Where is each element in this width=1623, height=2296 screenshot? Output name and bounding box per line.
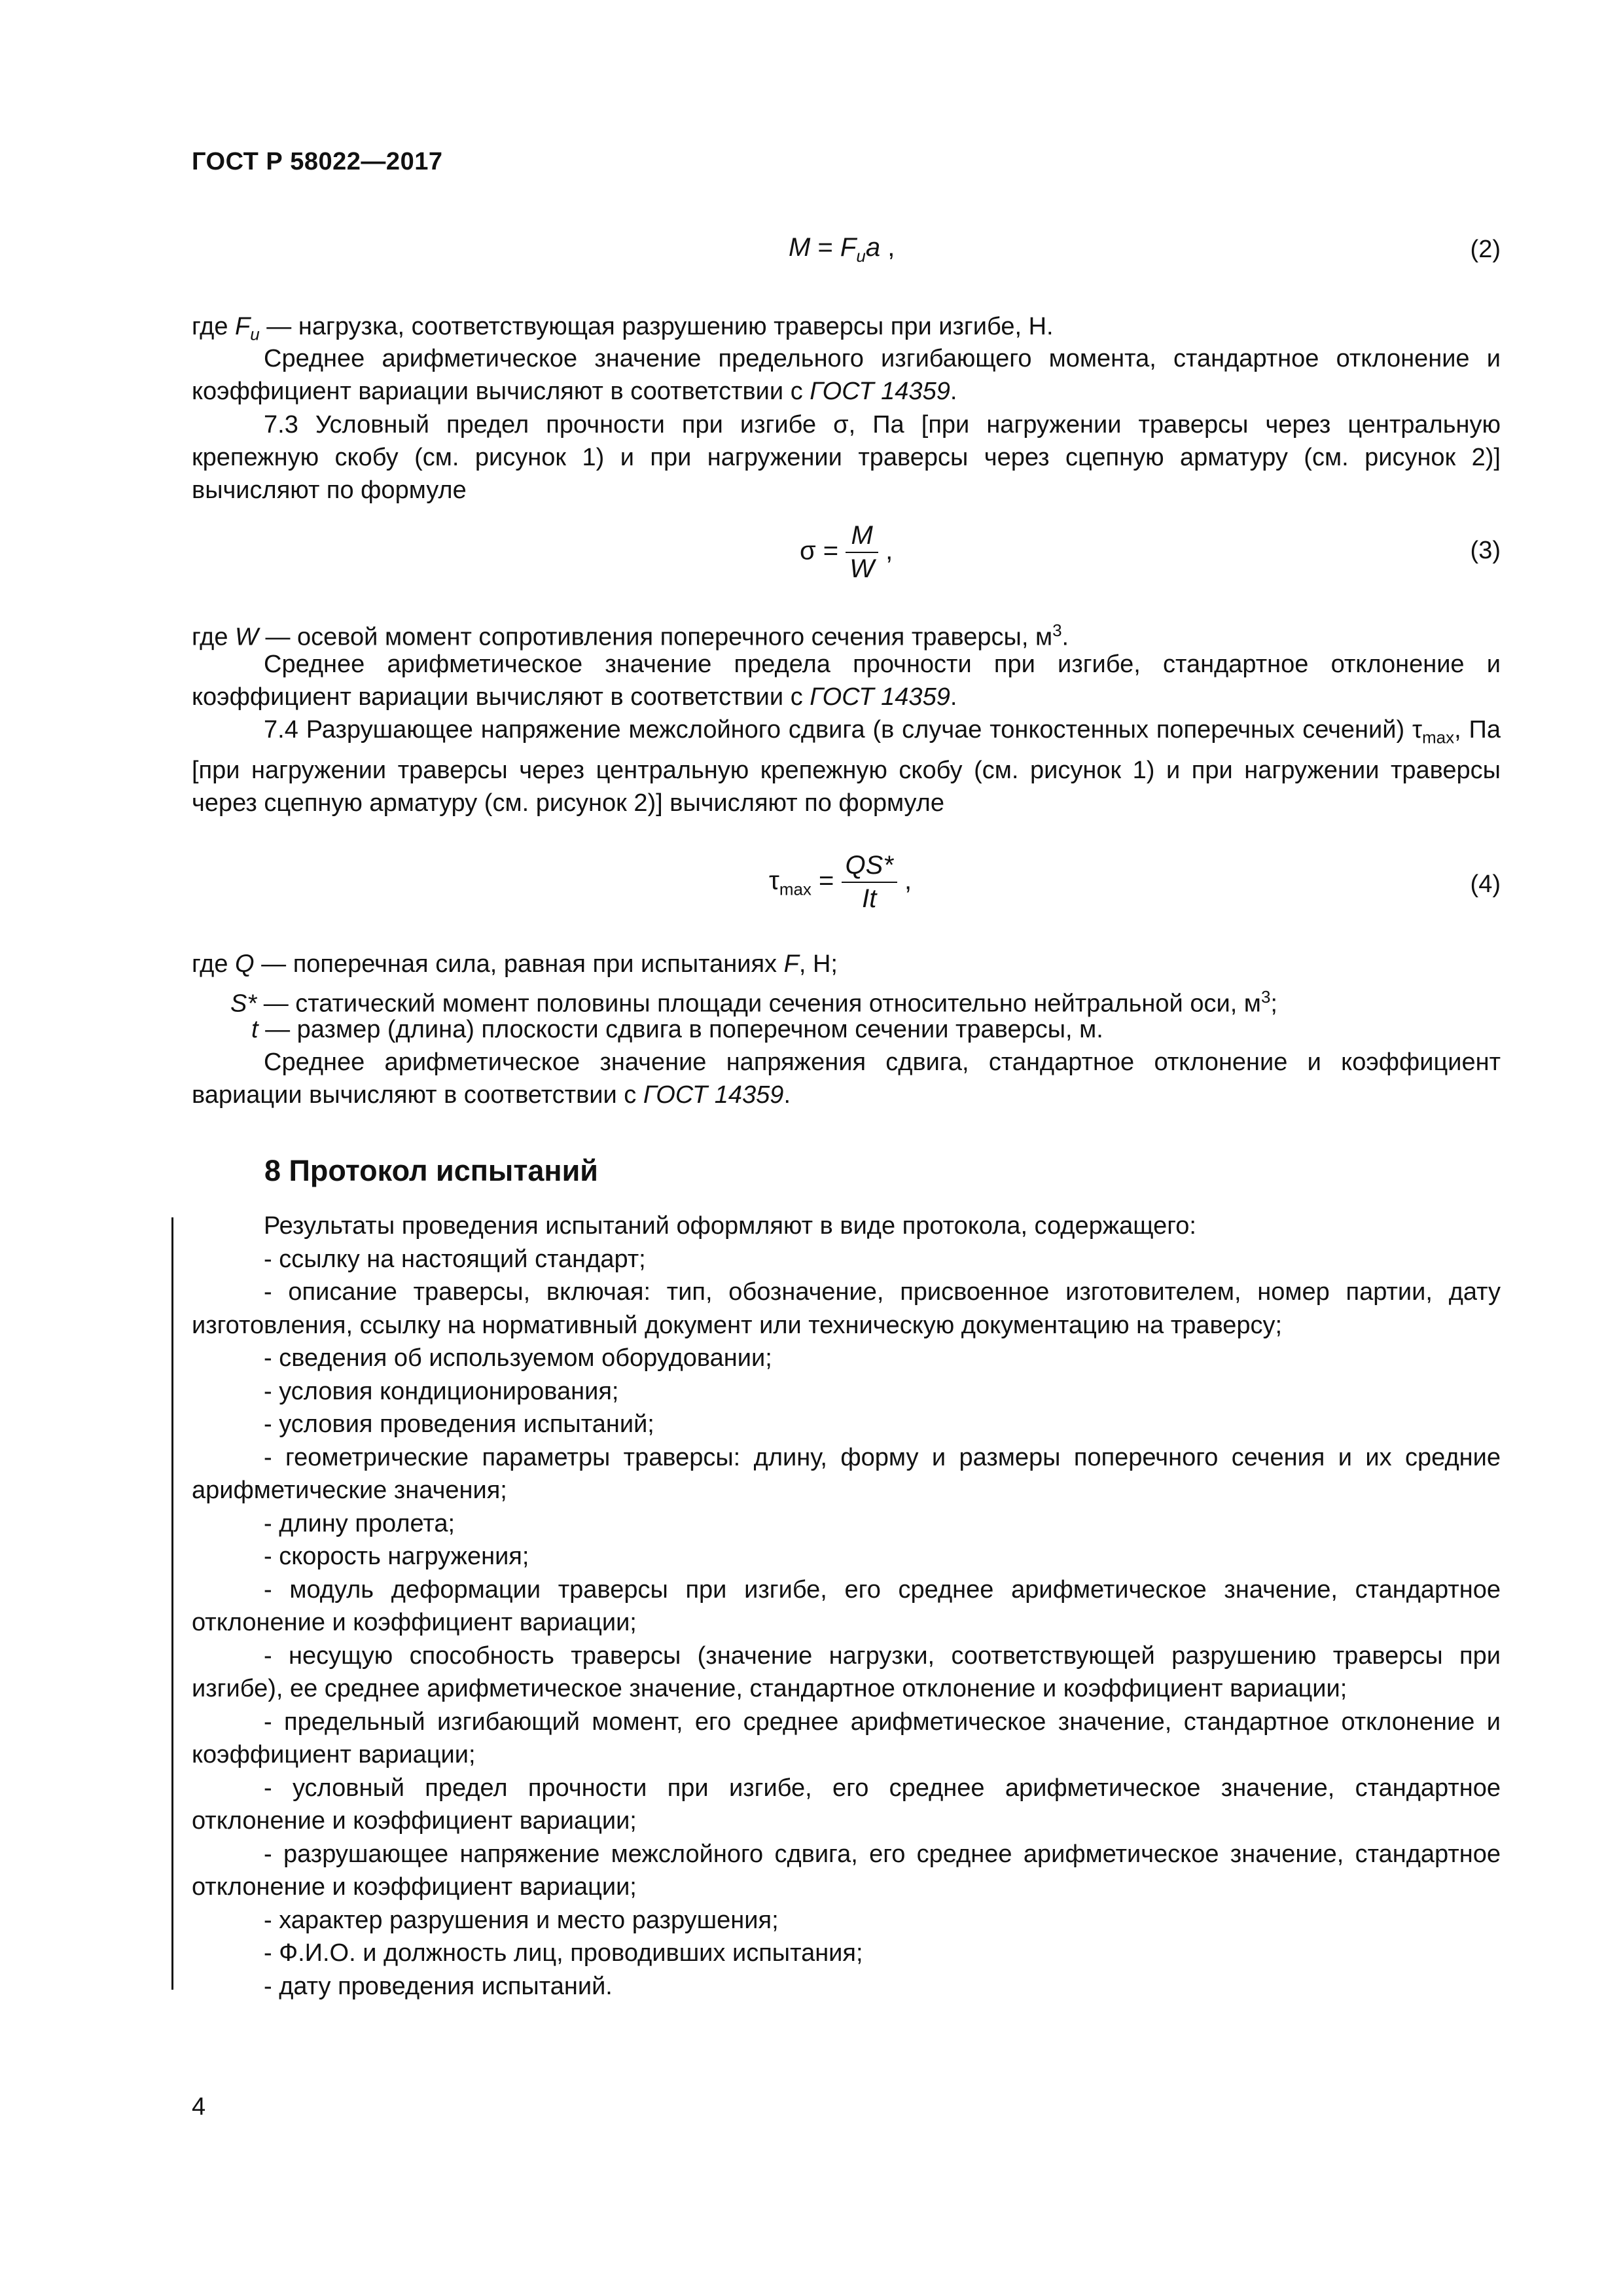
paragraph-avg-moment — [192, 342, 1501, 408]
protocol-item: - условия кондиционирования; — [264, 1377, 619, 1405]
where-w-text: — осевой момент сопротивления поперечного сечения траверсы, м — [258, 623, 1053, 651]
protocol-item: - предельный изгибающий момент, его среднее арифметическое значение, стандартное отклонение и коэффициент вариации; — [192, 1708, 1501, 1768]
paragraph-avg-sigma — [192, 648, 1501, 713]
section-8-body — [192, 1210, 1501, 2003]
protocol-item: - модуль деформации траверсы при изгибе, его среднее арифметическое значение, стандартное отклонение и коэффициент вариации; — [192, 1575, 1501, 1636]
para-avg-tau-end: . — [783, 1081, 791, 1109]
eq2-f: F — [840, 233, 857, 262]
where-s-sym: S* — [230, 990, 257, 1018]
where-t-sym: t — [251, 1016, 259, 1043]
where-q-sym: Q — [235, 950, 255, 978]
where-s-sup: 3 — [1260, 987, 1271, 1007]
protocol-item: - разрушающее напряжение межслойного сдвига, его среднее арифметическое значение, стандартное отклонение и коэффициент вариации; — [192, 1840, 1501, 1901]
where-w-prefix: где — [192, 623, 236, 651]
eq3-lhs: σ = — [800, 536, 846, 565]
para-avg-tau-text: Среднее арифметическое значение напряжения сдвига, стандартное отклонение и коэффициент вариации вычисляют в соответствии с — [192, 1049, 1501, 1109]
document-header: ГОСТ Р 58022—2017 — [192, 148, 443, 175]
protocol-item: - условия проведения испытаний; — [264, 1410, 654, 1438]
eq4-fraction — [842, 851, 897, 914]
protocol-item: - длину пролета; — [264, 1509, 455, 1537]
where-s — [230, 982, 1277, 1019]
where-s-end: ; — [1270, 990, 1277, 1018]
eq2-sub: u — [856, 246, 866, 266]
eq4-sub: max — [779, 879, 812, 899]
where-s-text: — статический момент половины площади сечения относительно нейтральной оси, м — [257, 990, 1261, 1018]
eq4-comma: , — [897, 866, 912, 895]
para-7-4-text-a: 7.4 Разрушающее напряжение межслойного сдвига (в случае тонкостенных поперечных сечений) τ — [264, 716, 1422, 744]
para-7-4-sub: max — [1422, 727, 1455, 747]
equation-2 — [789, 233, 895, 266]
equation-3 — [800, 521, 893, 584]
eq2-lhs: M — [789, 233, 811, 262]
para-avg-moment-text: Среднее арифметическое значение предельного изгибающего момента, стандартное отклонение и коэффициент вариации вычисляют в соответствии с — [192, 345, 1501, 405]
eq2-equals: = — [810, 233, 840, 262]
section-8-intro: Результаты проведения испытаний оформляют в виде протокола, содержащего: — [264, 1212, 1196, 1240]
eq2-comma: , — [880, 233, 895, 262]
where-fu-text: — нагрузка, соответствующая разрушению траверсы при изгибе, Н. — [259, 313, 1054, 340]
section-8-title: 8 Протокол испытаний — [264, 1154, 598, 1187]
protocol-item: - сведения об используемом оборудовании; — [264, 1344, 772, 1372]
where-fu-prefix: где — [192, 313, 236, 340]
eq3-comma: , — [878, 536, 893, 565]
where-q-f: F — [783, 950, 799, 978]
where-fu-sym: F — [235, 313, 251, 340]
protocol-item: - Ф.И.О. и должность лиц, проводивших испытания; — [264, 1939, 863, 1967]
protocol-item: - скорость нагружения; — [264, 1543, 529, 1570]
protocol-item: - ссылку на настоящий стандарт; — [264, 1245, 646, 1273]
protocol-item: - характер разрушения и место разрушения; — [264, 1906, 779, 1934]
eq3-denominator: W — [849, 554, 875, 583]
para-avg-moment-ref: ГОСТ 14359 — [810, 378, 950, 405]
where-fu-sub: u — [250, 324, 260, 344]
eq4-numerator: QS* — [842, 851, 897, 883]
equation-4 — [769, 851, 912, 914]
where-t — [251, 1014, 1103, 1045]
paragraph-7-4 — [192, 713, 1501, 819]
eq3-numerator: M — [846, 521, 878, 553]
page-number: 4 — [192, 2093, 206, 2121]
protocol-item: - несущую способность траверсы (значение нагрузки, соответствующей разрушению траверсы при изгибе), ее среднее арифметическое значение, стандартное отклонение и коэффициент вариации; — [192, 1641, 1501, 1702]
where-w-sup: 3 — [1052, 620, 1062, 640]
para-avg-sigma-end: . — [950, 683, 957, 711]
para-avg-tau-ref: ГОСТ 14359 — [643, 1081, 784, 1109]
eq2-a: a — [865, 233, 881, 262]
equation-4-number: (4) — [1470, 870, 1501, 898]
where-q — [192, 949, 838, 979]
where-q-text: — поперечная сила, равная при испытаниях — [254, 950, 784, 978]
para-avg-moment-end: . — [950, 378, 957, 405]
para-avg-sigma-text: Среднее арифметическое значение предела прочности при изгибе, стандартное отклонение и коэффициент вариации вычисляют в соответствии с — [192, 651, 1501, 711]
protocol-item: - условный предел прочности при изгибе, его среднее арифметическое значение, стандартное отклонение и коэффициент вариации; — [192, 1774, 1501, 1835]
protocol-item: - геометрические параметры траверсы: длину, форму и размеры поперечного сечения и их средние арифметические значения; — [192, 1443, 1501, 1504]
eq4-denominator: It — [862, 884, 877, 913]
protocol-item: - описание траверсы, включая: тип, обозначение, присвоенное изготовителем, номер партии, дату изготовления, ссылку на нормативный документ или техническую документацию на траверсу; — [192, 1278, 1501, 1339]
paragraph-7-3: 7.3 Условный предел прочности при изгибе σ, Па [при нагружении траверсы через центральную крепежную скобу (см. рисунок 1) и при нагружении траверсы через сцепную арматуру (см. рисунок 2)] вычисляют по формуле — [192, 411, 1501, 504]
para-avg-sigma-ref: ГОСТ 14359 — [810, 683, 950, 711]
equation-2-number: (2) — [1470, 236, 1501, 263]
equation-3-number: (3) — [1470, 537, 1501, 564]
eq4-lhs: τ — [769, 866, 779, 895]
paragraph-avg-tau — [192, 1046, 1501, 1111]
where-t-text: — размер (длина) плоскости сдвига в поперечном сечении траверсы, м. — [258, 1016, 1103, 1043]
eq4-equals: = — [811, 866, 842, 895]
eq3-fraction — [846, 521, 878, 584]
where-q-prefix: где — [192, 950, 236, 978]
para-7-4-text-b: , Па [при нагружении траверсы через центральную крепежную скобу (см. рисунок 1) и при нагружении траверсы через сцепную арматуру (см. рисунок 2)] вычисляют по формуле — [192, 716, 1501, 817]
where-q-end: , Н; — [798, 950, 838, 978]
where-w — [192, 615, 1069, 653]
change-bar — [171, 1217, 173, 1990]
protocol-item: - дату проведения испытаний. — [264, 1972, 613, 2000]
where-w-sym: W — [235, 623, 259, 651]
where-w-end: . — [1061, 623, 1069, 651]
